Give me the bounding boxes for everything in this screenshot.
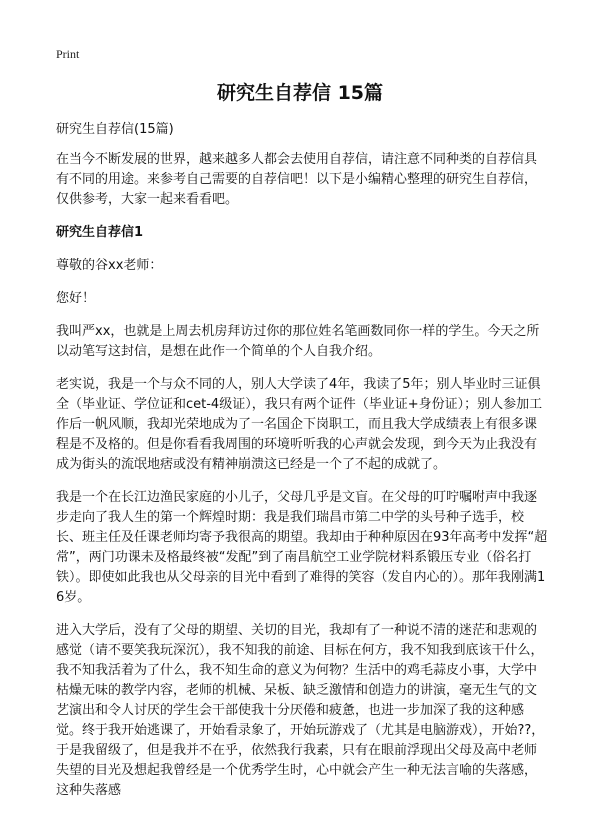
document-subtitle: 研究生自荐信(15篇) bbox=[56, 122, 174, 137]
intro-paragraph: 在当今不断发展的世界，越来越多人都会去使用自荐信，请注意不同种类的自荐信具有不同的用途。来参考自己需要的自荐信吧！以下是小编精心整理的研究生自荐信，仅供参考，大家一起来看看吧。 bbox=[56, 152, 538, 207]
document-body bbox=[56, 150, 548, 814]
body-paragraph-3: 我是一个在长江边渔民家庭的小儿子，父母几乎是文盲。在父母的叮咛嘱咐声中我逐步走向了我人生的第一个辉煌时期：我是我们瑞昌市第二中学的头号种子选手，校长、班主任及任课老师均寄予我很高的期望。我却由于种种原因在93年高考中发挥“超常”，两门功课未及格最终被“发配”到了南昌航空工业学院材料系锻压专业（俗名打铁）。即使如此我也从父母亲的目光中看到了难得的笑容（发自内心的）。那年我刚满16岁。 bbox=[56, 490, 548, 605]
greeting: 您好！ bbox=[56, 291, 96, 306]
salutation: 尊敬的谷xx老师： bbox=[56, 258, 163, 273]
body-paragraph-2: 老实说，我是一个与众不同的人，别人大学读了4年，我读了5年；别人毕业时三证俱全（毕业证、学位证和cet-4级证），我只有两个证件（毕业证+身份证）；别人参加工作后一帆风顺，我却光荣地成为了一名国企下岗职工，而且我大学成绩表上有很多课程是不及格的。但是你看看我周围的环境听听我的心声就会发现，到今天为止我没有成为街头的流氓地痞或没有精神崩溃这已经是一个了不起的成就了。 bbox=[56, 377, 543, 472]
body-paragraph-4: 进入大学后，没有了父母的期望、关切的目光，我却有了一种说不清的迷茫和悲观的感觉（请不要笑我玩深沉），我不知我的前途、目标在何方，我不知我到底该干什么，我不知我活着为了什么，我不知生命的意义为何物？生活中的鸡毛蒜皮小事，大学中枯燥无味的教学内容，老师的机械、呆板、缺乏激情和创造力的讲演，毫无生气的文艺演出和令人讨厌的学生会干部使我十分厌倦和疲惫，也进一步加深了我的这种感觉。终于我开始逃课了，开始看录象了，开始玩游戏了（尤其是电脑游戏），开始??，于是我留级了，但是我并不在乎，依然我行我素，只有在眼前浮现出父母及高中老师失望的目光及想起我曾经是一个优秀学生时，心中就会产生一种无法言喻的失落感，这种失落感 bbox=[56, 623, 545, 798]
body-paragraph-1: 我叫严xx，也就是上周去机房拜访过你的那位姓名笔画数同你一样的学生。今天之所以动笔写这封信，是想在此作一个简单的个人自我介绍。 bbox=[56, 324, 540, 359]
document-title: 研究生自荐信 15篇 bbox=[216, 82, 384, 104]
print-label: Print bbox=[56, 47, 80, 61]
section-heading: 研究生自荐信1 bbox=[56, 225, 144, 240]
